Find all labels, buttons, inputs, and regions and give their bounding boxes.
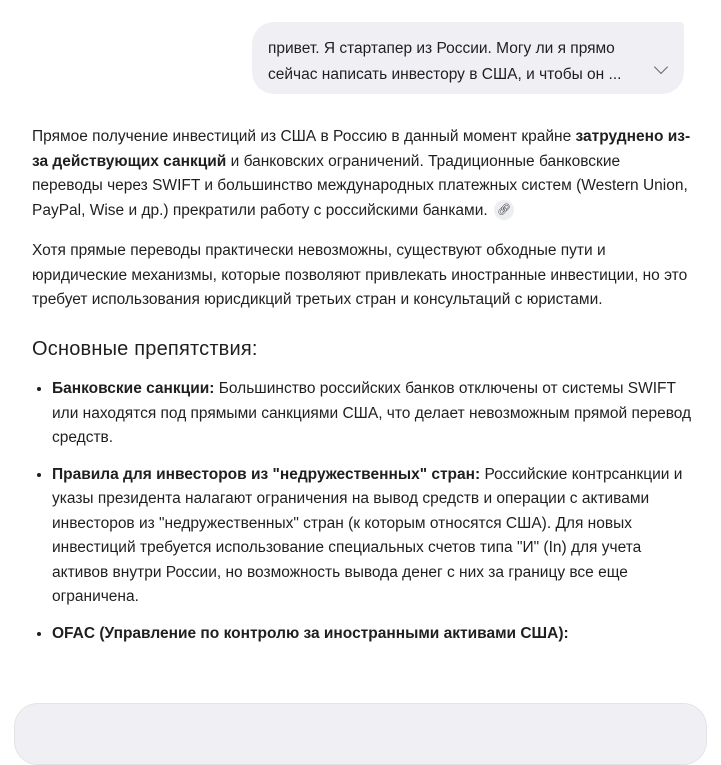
prompt-input-box[interactable]	[14, 703, 707, 765]
list-item	[52, 377, 692, 451]
list-item	[52, 463, 692, 610]
user-message-bubble	[252, 22, 684, 94]
response-paragraph: Хотя прямые переводы практически невозможны, существуют обходные пути и юридические механизмы, которые позволяют привлекать иностранные инвестиции, но это требует использования юрисдикций третьих стран и консультаций с юристами.	[32, 242, 688, 308]
text: и банковских ограничений. Традиционные банковские переводы через SWIFT и большинство международных платежных систем (Western Union, PayPal, Wise и др.) прекратили работу с российскими банками.	[32, 152, 688, 219]
chevron-down-icon[interactable]	[654, 60, 668, 74]
user-message-line: сейчас написать инвестору в США, и чтобы он ...	[268, 66, 622, 83]
text: Прямое получение инвестиций из США в Россию в данный момент крайне	[32, 128, 576, 145]
item-title: Правила для инвесторов из "недружественных" стран:	[52, 465, 481, 483]
assistant-response	[32, 125, 692, 658]
response-paragraph	[32, 125, 692, 223]
item-text: Российские контрсанкции и указы президента налагают ограничения на вывод средств и операции с активами инвесторов из "недружественных" стран (к которым относятся США). Для новых инвестиций требуется использование специальных счетов типа "И" (In) для учета активов внутри России, но возможность вывода денег с них за границу все еще ограничена.	[52, 465, 683, 605]
bold-text: затруднено из-за действующих санкций	[32, 128, 691, 170]
item-title: Банковские санкции:	[52, 380, 215, 397]
user-message-line: привет. Я стартапер из России. Могу ли я прямо	[268, 40, 615, 57]
item-title: OFAC (Управление по контролю за иностранными активами США):	[52, 624, 569, 642]
item-text: Большинство российских банков отключены от системы SWIFT или находятся под прямыми санкциями США, что делает невозможным прямой перевод средств.	[52, 380, 692, 446]
section-heading: Основные препятствия:	[32, 337, 258, 360]
obstacles-list	[32, 377, 692, 646]
link-icon[interactable]: 🔗︎	[494, 200, 514, 220]
list-item	[52, 622, 692, 647]
